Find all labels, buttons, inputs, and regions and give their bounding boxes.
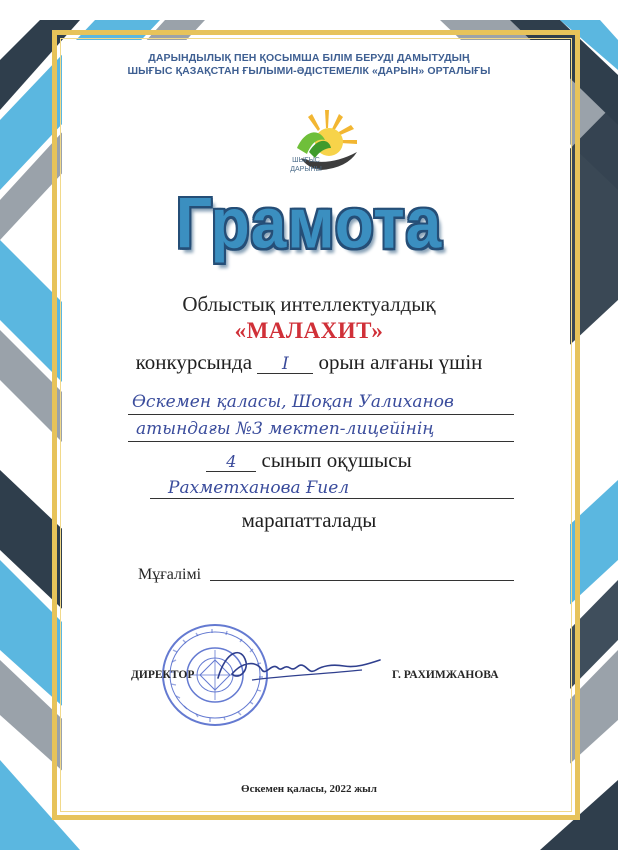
place-line-after: орын алғаны үшін — [318, 350, 483, 374]
organization-line-1: ДАРЫНДЫЛЫҚ ПЕН ҚОСЫМША БІЛІМ БЕРУДІ ДАМЫТУДЫҢ — [148, 52, 470, 64]
signature-icon — [212, 640, 382, 690]
school-line-1: Өскемен қаласы, Шоқан Уалиханов — [132, 392, 454, 412]
grade-suffix: сынып оқушысы — [261, 448, 412, 472]
grade-line — [0, 448, 618, 473]
place-value: I — [257, 355, 313, 374]
director-label: ДИРЕКТОР — [131, 669, 195, 681]
awarded-text: марапатталады — [241, 508, 377, 532]
underline-2 — [128, 441, 514, 442]
school-line-2: атындағы №3 мектеп-лицейінің — [136, 419, 435, 439]
place-line — [0, 350, 618, 375]
grade-value: 4 — [206, 452, 256, 472]
organization-line-2: ШЫҒЫС ҚАЗАҚСТАН ҒЫЛЫМИ-ӘДІСТЕМЕЛІК «ДАРЫН» ОРТАЛЫҒЫ — [127, 65, 491, 77]
director-name: Г. РАХИМЖАНОВА — [392, 669, 499, 681]
contest-name: «МАЛАХИТ» — [234, 318, 384, 343]
certificate-title: Грамота — [175, 182, 443, 264]
underline-1 — [128, 414, 514, 415]
teacher-underline — [210, 580, 514, 581]
teacher-label: Мұғалімі — [138, 566, 202, 583]
place-line-before: конкурсында — [135, 350, 253, 374]
student-name: Рахметханова Ғиел — [168, 478, 350, 498]
contest-type: Облыстық интеллектуалдық — [182, 292, 436, 316]
footer-location-year: Өскемен қаласы, 2022 жыл — [241, 783, 377, 795]
logo-text-1: ШЫҒЫС — [292, 157, 320, 164]
underline-4 — [150, 498, 514, 499]
logo-text-2: ДАРЫНЫ — [290, 166, 322, 173]
